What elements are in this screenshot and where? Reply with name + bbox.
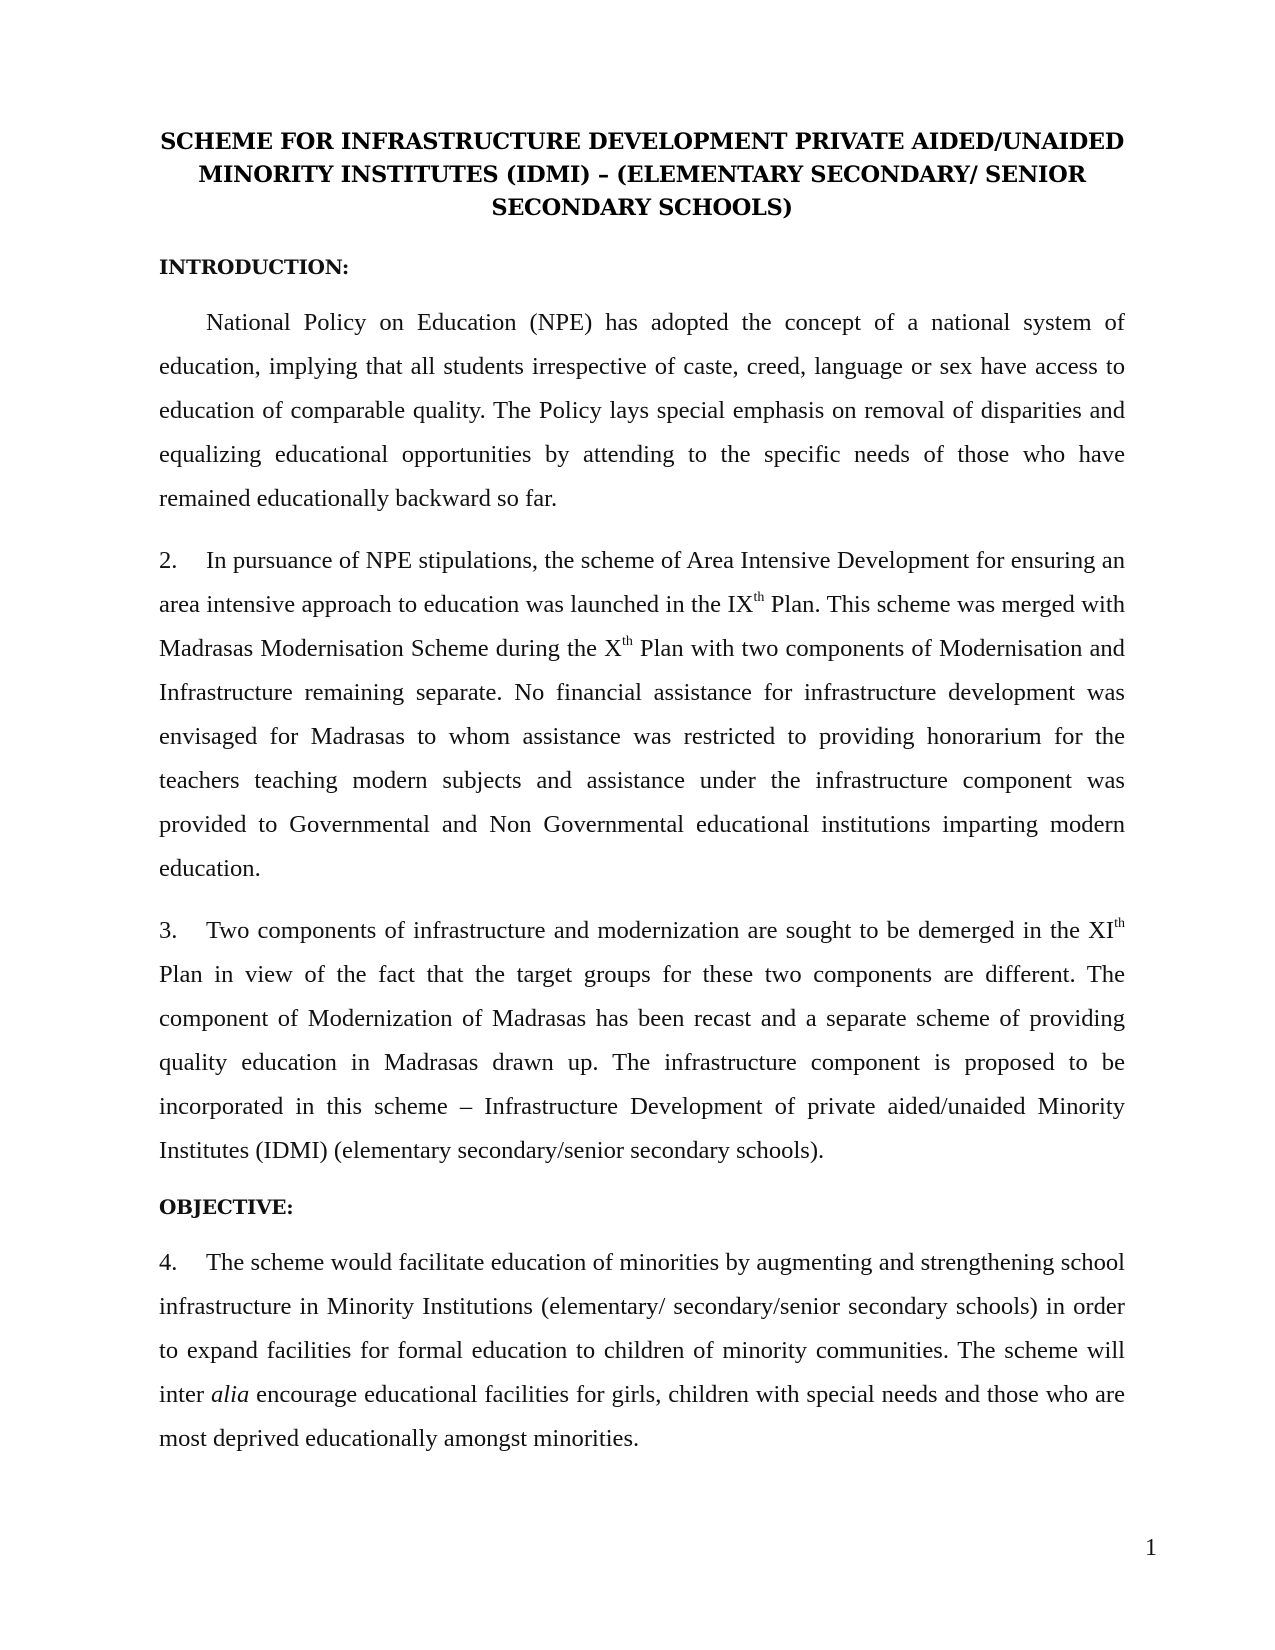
paragraph-3-number: 3. bbox=[159, 917, 178, 944]
paragraph-3-superscript: th bbox=[1114, 916, 1125, 931]
title-line-2: MINORITY INSTITUTES (IDMI) – (ELEMENTARY SECONDARY/ SENIOR bbox=[198, 162, 1086, 188]
objective-heading: OBJECTIVE: bbox=[159, 1195, 294, 1219]
paragraph-4-text-b: encourage educational facilities for girls, children with special needs and those who are most deprived educationally amongst minorities. bbox=[159, 1381, 1126, 1452]
paragraph-2-superscript-b: th bbox=[621, 634, 633, 649]
paragraph-2-text-a: In pursuance of NPE stipulations, the scheme of Area Intensive Development for ensuring an area intensive approach to education was launched in the IX bbox=[159, 547, 1125, 618]
paragraph-4-italic-word: alia bbox=[210, 1381, 250, 1408]
paragraph-2 bbox=[159, 539, 1125, 891]
paragraph-3 bbox=[159, 909, 1125, 1173]
paragraph-2-superscript-a: th bbox=[753, 590, 765, 605]
title-line-3: SECONDARY SCHOOLS) bbox=[491, 195, 793, 221]
paragraph-2-text-c: Plan with two components of Modernisation and Infrastructure remaining separate. No financial assistance for infrastructure development was envisaged for Madrasas to whom assistance was restricted to providing honorarium for the teachers teaching modern subjects and assistance under the infrastructure component was provided to Governmental and Non Governmental educational institutions imparting modern education. bbox=[159, 635, 1125, 882]
paragraph-3-text-a: Two components of infrastructure and modernization are sought to be demerged in the XI bbox=[206, 917, 1115, 944]
paragraph-2-number: 2. bbox=[159, 547, 178, 574]
paragraph-1: National Policy on Education (NPE) has adopted the concept of a national system of education, implying that all students irrespective of caste, creed, language or sex have access to education of comparable quality. The Policy lays special emphasis on removal of disparities and equalizing educational opportunities by attending to the specific needs of those who have remained educationally backward so far. bbox=[159, 309, 1125, 512]
introduction-heading: INTRODUCTION: bbox=[159, 255, 349, 279]
paragraph-2-text-b: Plan. This scheme was merged with Madrasas Modernisation Scheme during the X bbox=[159, 591, 1125, 662]
page-number: 1 bbox=[1145, 1535, 1157, 1561]
paragraph-4-number: 4. bbox=[159, 1249, 178, 1276]
document-title bbox=[159, 126, 1125, 225]
document-body bbox=[159, 126, 1125, 1479]
paragraph-3-text-b: Plan in view of the fact that the target groups for these two components are different. The component of Modernization of Madrasas has been recast and a separate scheme of providing quality education in Madrasas drawn up. The infrastructure component is proposed to be incorporated in this scheme – Infrastructure Development of private aided/unaided Minority Institutes (IDMI) (elementary secondary/senior secondary schools). bbox=[159, 961, 1125, 1164]
title-line-1: SCHEME FOR INFRASTRUCTURE DEVELOPMENT PRIVATE AIDED/UNAIDED bbox=[160, 129, 1124, 155]
paragraph-4-text-a: The scheme would facilitate education of minorities by augmenting and strengthening school infrastructure in Minority Institutions (elementary/ secondary/senior secondary schools) in order to expand facilities for formal education to children of minority communities. The scheme will inter bbox=[159, 1249, 1125, 1408]
paragraph-4 bbox=[159, 1241, 1125, 1461]
